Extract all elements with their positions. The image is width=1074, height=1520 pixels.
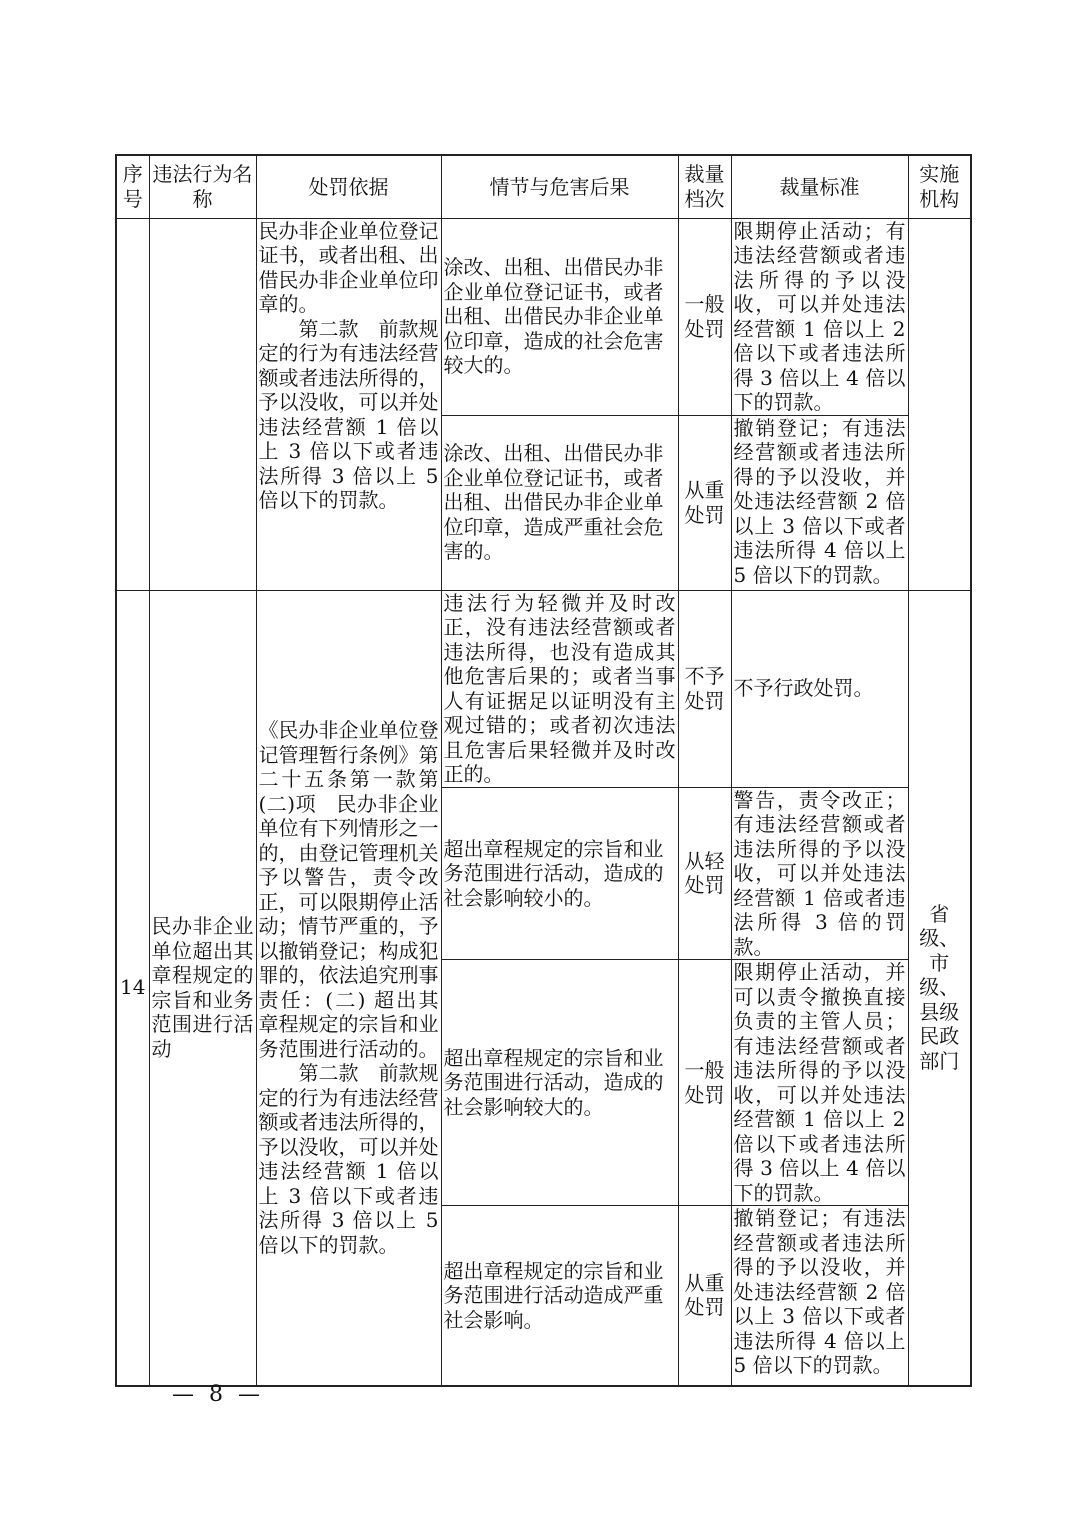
basis-cell	[256, 590, 441, 1386]
circumstance-cell: 超出章程规定的宗旨和业务范围进行活动，造成的社会影响较大的。	[441, 960, 678, 1206]
standard-cell: 撤销登记；有违法经营额或者违法所得的予以没收，并处违法经营额 2 倍以上 3 倍以下或者违法所得 4 倍以上 5 倍以下的罚款。	[731, 1206, 908, 1386]
level-cell: 从轻处罚	[678, 787, 731, 960]
level-cell: 一般处罚	[678, 218, 731, 415]
header-circumstance: 情节与危害后果	[441, 155, 678, 218]
header-name: 违法行为名称	[149, 155, 256, 218]
standard-cell: 警告，责令改正；有违法经营额或者违法所得的予以没收，可以并处违法经营额 1 倍或者违法所得 3 倍的罚款。	[731, 787, 908, 960]
agency-cell: 省级、市级、县级民政部门	[908, 590, 971, 1386]
prev-basis-cell	[256, 218, 441, 590]
page-number: — 8 —	[172, 1382, 264, 1407]
penalty-table	[115, 154, 972, 1387]
standard-cell: 撤销登记；有违法经营额或者违法所得的予以没收，并处违法经营额 2 倍以上 3 倍以下或者违法所得 4 倍以上 5 倍以下的罚款。	[731, 415, 908, 590]
prev-agency-cell	[908, 218, 971, 590]
level-cell: 从重处罚	[678, 1206, 731, 1386]
prev-basis-b-label: 第二款	[298, 316, 359, 341]
level-cell: 不予处罚	[678, 590, 731, 787]
circumstance-cell: 涂改、出租、出借民办非企业单位登记证书，或者出租、出借民办非企业单位印章，造成的社会危害较大的。	[441, 218, 678, 415]
table-row	[116, 218, 971, 415]
header-seq: 序号	[116, 155, 149, 218]
standard-cell: 限期停止活动；有违法经营额或者违法所得的予以没收，可以并处违法经营额 1 倍以上 2 倍以下或者违法所得 3 倍以上 4 倍以下的罚款。	[731, 218, 908, 415]
circumstance-cell: 违法行为轻微并及时改正，没有违法经营额或者违法所得，也没有造成其他危害后果的；或者当事人有证据足以证明没有主观过错的；或者初次违法且危害后果轻微并及时改正的。	[441, 590, 678, 787]
circumstance-cell: 涂改、出租、出借民办非企业单位登记证书，或者出租、出借民办非企业单位印章，造成严重社会危害的。	[441, 415, 678, 590]
header-row	[116, 155, 971, 218]
header-level: 裁量档次	[678, 155, 731, 218]
prev-basis-a: 民办非企业单位登记证书，或者出租、出借民办非企业单位印章的。	[258, 218, 439, 316]
level-cell: 从重处罚	[678, 415, 731, 590]
basis-a: 《民办非企业单位登记管理暂行条例》第二十五条第一款第(二)项 民办非企业单位有下列情形之一的，由登记管理机关予以警告，责令改正，可以限期停止活动；情节严重的，予以撤销登记；构成犯罪的，依法追究刑事责任：(二) 超出其章程规定的宗旨和业务范围进行活动的。	[258, 718, 439, 1061]
prev-basis-b: 前款规定的行为有违法经营额或者违法所得的，予以没收，可以并处违法经营额 1 倍以上 3 倍以下或者违法所得 3 倍以上 5 倍以下的罚款。	[258, 316, 439, 512]
prev-name-cell	[149, 218, 256, 590]
level-cell: 一般处罚	[678, 960, 731, 1206]
header-standard: 裁量标准	[731, 155, 908, 218]
standard-cell: 限期停止活动，并可以责令撤换直接负责的主管人员；有违法经营额或者违法所得的予以没收，可以并处违法经营额 1 倍以上 2 倍以下或者违法所得 3 倍以上 4 倍以下的罚款。	[731, 960, 908, 1206]
seq-cell: 14	[116, 590, 149, 1386]
standard-cell: 不予行政处罚。	[731, 590, 908, 787]
basis-b-label: 第二款	[298, 1061, 359, 1085]
table-row	[116, 590, 971, 787]
circumstance-cell: 超出章程规定的宗旨和业务范围进行活动，造成的社会影响较小的。	[441, 787, 678, 960]
violation-name-cell: 民办非企业单位超出其章程规定的宗旨和业务范围进行活动	[149, 590, 256, 1386]
header-basis: 处罚依据	[256, 155, 441, 218]
prev-seq-cell	[116, 218, 149, 590]
basis-b: 前款规定的行为有违法经营额或者违法所得的，予以没收，可以并处违法经营额 1 倍以上 3 倍以下或者违法所得 3 倍以上 5 倍以下的罚款。	[258, 1061, 439, 1257]
header-agency: 实施机构	[908, 155, 971, 218]
circumstance-cell: 超出章程规定的宗旨和业务范围进行活动造成严重社会影响。	[441, 1206, 678, 1386]
